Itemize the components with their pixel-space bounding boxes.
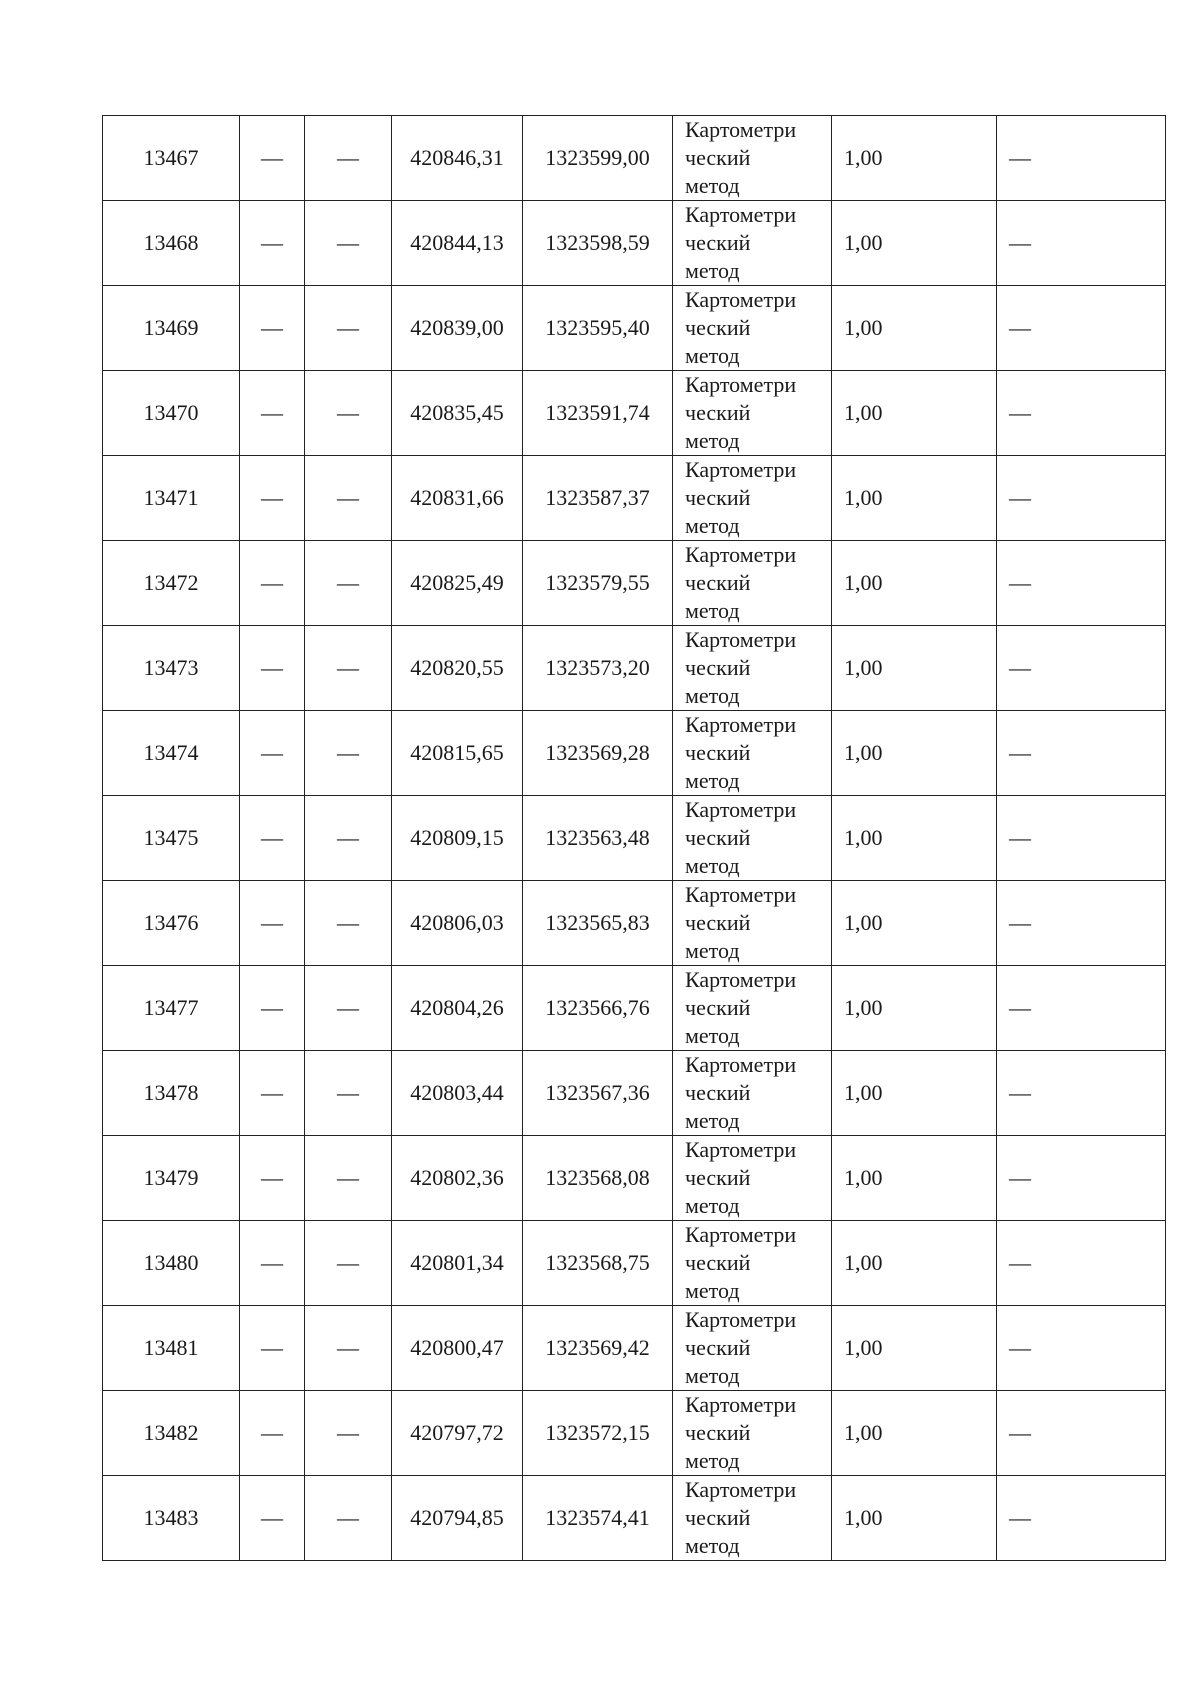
table-row [103,456,1166,541]
empty-dash-cell: — [240,116,305,201]
y-coordinate-cell: 1323574,41 [523,1476,673,1561]
y-coordinate-cell: 1323565,83 [523,881,673,966]
y-coordinate-cell: 1323569,28 [523,711,673,796]
method-text-line: метод [685,1193,740,1218]
accuracy-cell: 1,00 [832,201,997,286]
point-number-cell: 13483 [103,1476,240,1561]
x-coordinate-cell: 420815,65 [392,711,523,796]
empty-dash-cell: — [305,1221,392,1306]
empty-dash-cell: — [305,796,392,881]
accuracy-cell: 1,00 [832,1306,997,1391]
method-text-line: метод [685,853,740,878]
method-cell [673,1051,832,1136]
table-row [103,201,1166,286]
method-cell [673,116,832,201]
method-text-line: ческий [685,230,751,255]
accuracy-cell: 1,00 [832,881,997,966]
accuracy-cell: 1,00 [832,1391,997,1476]
x-coordinate-cell: 420839,00 [392,286,523,371]
method-text-line: ческий [685,1165,751,1190]
y-coordinate-cell: 1323587,37 [523,456,673,541]
empty-dash-cell: — [997,711,1166,796]
empty-dash-cell: — [305,541,392,626]
accuracy-cell: 1,00 [832,626,997,711]
table-row [103,1051,1166,1136]
method-text-line: Картометри [685,1137,797,1162]
accuracy-cell: 1,00 [832,1051,997,1136]
y-coordinate-cell: 1323563,48 [523,796,673,881]
accuracy-cell: 1,00 [832,116,997,201]
y-coordinate-cell: 1323579,55 [523,541,673,626]
y-coordinate-cell: 1323572,15 [523,1391,673,1476]
table-row [103,541,1166,626]
x-coordinate-cell: 420802,36 [392,1136,523,1221]
empty-dash-cell: — [305,201,392,286]
method-text-line: метод [685,513,740,538]
point-number-cell: 13474 [103,711,240,796]
method-text-line: ческий [685,1335,751,1360]
empty-dash-cell: — [997,1136,1166,1221]
method-cell [673,796,832,881]
method-text-line: метод [685,1363,740,1388]
x-coordinate-cell: 420804,26 [392,966,523,1051]
x-coordinate-cell: 420797,72 [392,1391,523,1476]
method-text-line: ческий [685,740,751,765]
empty-dash-cell: — [997,116,1166,201]
y-coordinate-cell: 1323567,36 [523,1051,673,1136]
accuracy-cell: 1,00 [832,796,997,881]
method-cell [673,201,832,286]
method-text-line: Картометри [685,882,797,907]
empty-dash-cell: — [240,541,305,626]
x-coordinate-cell: 420801,34 [392,1221,523,1306]
table-row [103,1391,1166,1476]
empty-dash-cell: — [305,286,392,371]
accuracy-cell: 1,00 [832,966,997,1051]
method-text-line: Картометри [685,1307,797,1332]
method-text-line: Картометри [685,1222,797,1247]
method-text-line: ческий [685,145,751,170]
point-number-cell: 13470 [103,371,240,456]
method-text-line: Картометри [685,372,797,397]
point-number-cell: 13479 [103,1136,240,1221]
point-number-cell: 13468 [103,201,240,286]
empty-dash-cell: — [305,626,392,711]
x-coordinate-cell: 420806,03 [392,881,523,966]
empty-dash-cell: — [305,881,392,966]
empty-dash-cell: — [997,286,1166,371]
empty-dash-cell: — [240,1391,305,1476]
method-text-line: метод [685,173,740,198]
table-body [103,116,1166,1561]
table-row [103,116,1166,201]
table-row [103,711,1166,796]
empty-dash-cell: — [997,456,1166,541]
empty-dash-cell: — [305,1391,392,1476]
accuracy-cell: 1,00 [832,371,997,456]
point-number-cell: 13482 [103,1391,240,1476]
method-text-line: ческий [685,825,751,850]
table-row [103,796,1166,881]
method-text-line: Картометри [685,1477,797,1502]
empty-dash-cell: — [240,966,305,1051]
empty-dash-cell: — [240,286,305,371]
table-row [103,1306,1166,1391]
empty-dash-cell: — [240,1051,305,1136]
table-row [103,1221,1166,1306]
empty-dash-cell: — [305,966,392,1051]
empty-dash-cell: — [240,1136,305,1221]
method-text-line: метод [685,1448,740,1473]
method-text-line: ческий [685,570,751,595]
x-coordinate-cell: 420831,66 [392,456,523,541]
empty-dash-cell: — [240,1306,305,1391]
empty-dash-cell: — [997,1306,1166,1391]
empty-dash-cell: — [997,881,1166,966]
empty-dash-cell: — [997,541,1166,626]
point-number-cell: 13480 [103,1221,240,1306]
point-number-cell: 13471 [103,456,240,541]
accuracy-cell: 1,00 [832,456,997,541]
accuracy-cell: 1,00 [832,1136,997,1221]
method-text-line: метод [685,683,740,708]
method-text-line: ческий [685,315,751,340]
method-cell [673,1476,832,1561]
x-coordinate-cell: 420835,45 [392,371,523,456]
empty-dash-cell: — [997,201,1166,286]
point-number-cell: 13475 [103,796,240,881]
method-text-line: метод [685,598,740,623]
method-cell [673,541,832,626]
method-cell [673,1136,832,1221]
method-text-line: Картометри [685,712,797,737]
point-number-cell: 13481 [103,1306,240,1391]
empty-dash-cell: — [997,1391,1166,1476]
method-text-line: ческий [685,655,751,680]
method-cell [673,711,832,796]
x-coordinate-cell: 420820,55 [392,626,523,711]
y-coordinate-cell: 1323569,42 [523,1306,673,1391]
x-coordinate-cell: 420809,15 [392,796,523,881]
method-text-line: Картометри [685,797,797,822]
empty-dash-cell: — [240,796,305,881]
method-text-line: Картометри [685,627,797,652]
method-cell [673,371,832,456]
empty-dash-cell: — [240,626,305,711]
method-text-line: Картометри [685,1392,797,1417]
y-coordinate-cell: 1323598,59 [523,201,673,286]
empty-dash-cell: — [997,1476,1166,1561]
empty-dash-cell: — [305,1306,392,1391]
method-text-line: ческий [685,485,751,510]
table-row [103,966,1166,1051]
y-coordinate-cell: 1323568,75 [523,1221,673,1306]
point-number-cell: 13477 [103,966,240,1051]
method-text-line: ческий [685,1420,751,1445]
method-text-line: Картометри [685,542,797,567]
table-row [103,1476,1166,1561]
empty-dash-cell: — [240,1476,305,1561]
method-text-line: метод [685,938,740,963]
method-cell [673,1306,832,1391]
method-text-line: метод [685,1023,740,1048]
y-coordinate-cell: 1323573,20 [523,626,673,711]
empty-dash-cell: — [997,626,1166,711]
method-text-line: метод [685,428,740,453]
x-coordinate-cell: 420825,49 [392,541,523,626]
point-number-cell: 13469 [103,286,240,371]
empty-dash-cell: — [997,371,1166,456]
method-text-line: метод [685,343,740,368]
table-row [103,626,1166,711]
empty-dash-cell: — [240,456,305,541]
empty-dash-cell: — [997,966,1166,1051]
method-text-line: метод [685,1278,740,1303]
table-row [103,881,1166,966]
method-text-line: метод [685,1533,740,1558]
method-cell [673,1221,832,1306]
empty-dash-cell: — [997,796,1166,881]
empty-dash-cell: — [240,711,305,796]
y-coordinate-cell: 1323568,08 [523,1136,673,1221]
x-coordinate-cell: 420844,13 [392,201,523,286]
empty-dash-cell: — [305,1051,392,1136]
method-text-line: ческий [685,910,751,935]
empty-dash-cell: — [240,371,305,456]
method-text-line: ческий [685,995,751,1020]
method-cell [673,456,832,541]
method-text-line: Картометри [685,287,797,312]
point-number-cell: 13467 [103,116,240,201]
empty-dash-cell: — [240,881,305,966]
y-coordinate-cell: 1323599,00 [523,116,673,201]
accuracy-cell: 1,00 [832,1476,997,1561]
method-text-line: ческий [685,1505,751,1530]
point-number-cell: 13472 [103,541,240,626]
method-text-line: метод [685,768,740,793]
method-cell [673,1391,832,1476]
x-coordinate-cell: 420846,31 [392,116,523,201]
point-number-cell: 13478 [103,1051,240,1136]
y-coordinate-cell: 1323595,40 [523,286,673,371]
point-number-cell: 13473 [103,626,240,711]
empty-dash-cell: — [997,1221,1166,1306]
method-cell [673,286,832,371]
empty-dash-cell: — [305,116,392,201]
method-text-line: Картометри [685,117,797,142]
method-cell [673,881,832,966]
method-text-line: Картометри [685,967,797,992]
x-coordinate-cell: 420803,44 [392,1051,523,1136]
x-coordinate-cell: 420800,47 [392,1306,523,1391]
empty-dash-cell: — [305,456,392,541]
empty-dash-cell: — [305,1136,392,1221]
method-text-line: Картометри [685,457,797,482]
point-number-cell: 13476 [103,881,240,966]
empty-dash-cell: — [240,201,305,286]
table-row [103,1136,1166,1221]
accuracy-cell: 1,00 [832,286,997,371]
accuracy-cell: 1,00 [832,711,997,796]
y-coordinate-cell: 1323591,74 [523,371,673,456]
method-text-line: ческий [685,1250,751,1275]
y-coordinate-cell: 1323566,76 [523,966,673,1051]
method-text-line: Картометри [685,202,797,227]
method-text-line: метод [685,1108,740,1133]
method-text-line: ческий [685,1080,751,1105]
method-text-line: Картометри [685,1052,797,1077]
table-row [103,371,1166,456]
method-cell [673,626,832,711]
method-text-line: ческий [685,400,751,425]
empty-dash-cell: — [305,711,392,796]
method-cell [673,966,832,1051]
coordinates-table [102,115,1166,1561]
method-text-line: метод [685,258,740,283]
empty-dash-cell: — [240,1221,305,1306]
x-coordinate-cell: 420794,85 [392,1476,523,1561]
empty-dash-cell: — [305,371,392,456]
accuracy-cell: 1,00 [832,541,997,626]
empty-dash-cell: — [997,1051,1166,1136]
empty-dash-cell: — [305,1476,392,1561]
table-row [103,286,1166,371]
accuracy-cell: 1,00 [832,1221,997,1306]
